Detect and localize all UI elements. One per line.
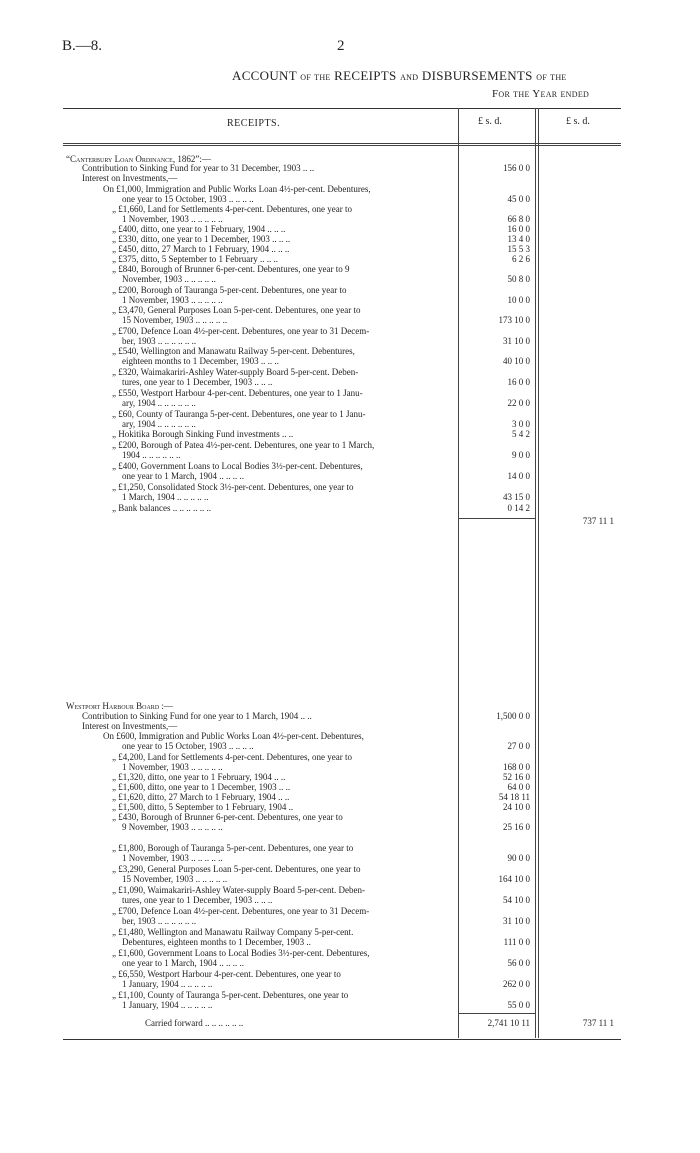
row-description: 1904 .. .. .. .. .. .. [122, 450, 181, 460]
row-description: „ Bank balances .. .. .. .. .. .. [112, 503, 211, 513]
row-amount: 1,500 0 0 [496, 711, 530, 721]
page-title [232, 68, 567, 84]
row-description: „ £430, Borough of Brunner 6-per-cent. Debentures, one year to [112, 812, 343, 822]
title-word-and: and [400, 71, 419, 83]
row-description: ary, 1904 .. .. .. .. .. .. [122, 398, 196, 408]
row-description: „ £400, ditto, one year to 1 February, 1904 .. .. .. [112, 224, 286, 234]
subtitle-part-a: For the [492, 88, 530, 100]
row-description: one year to 15 October, 1903 .. .. .. .. [122, 194, 254, 204]
row-amount: 66 8 0 [507, 214, 530, 224]
row-description: „ £3,290, General Purposes Loan 5-per-cent. Debentures, one year to [112, 864, 361, 874]
row-amount: 50 8 0 [507, 274, 530, 284]
row-amount: 31 10 0 [503, 336, 530, 346]
row-description: „ £550, Westport Harbour 4-per-cent. Debentures, one year to 1 Janu- [112, 388, 363, 398]
row-amount: 111 0 0 [503, 937, 530, 947]
row-description: „ £6,550, Westport Harbour 4-per-cent. Debentures, one year to [112, 969, 341, 979]
row-description: „ £1,090, Waimakariri-Ashley Water-supply Board 5-per-cent. Deben- [112, 885, 366, 895]
row-description: Interest on Investments,— [82, 173, 178, 183]
row-description: „ £700, Defence Loan 4½-per-cent. Debentures, one year to 31 Decem- [112, 906, 370, 916]
row-description: 1 January, 1904 .. .. .. .. .. [122, 979, 213, 989]
row-amount: 14 0 0 [507, 471, 530, 481]
row-description: „ £1,600, Government Loans to Local Bodies 3½-per-cent. Debentures, [112, 948, 370, 958]
row-description: „ £1,620, ditto, 27 March to 1 February, 1904 .. .. [112, 792, 290, 802]
row-description: „ £1,660, Land for Settlements 4-per-cent. Debentures, one year to [112, 204, 352, 214]
row-amount: 27 0 0 [507, 741, 530, 751]
row-description: ary, 1904 .. .. .. .. .. .. [122, 419, 196, 429]
header-rule [63, 143, 621, 144]
row-description: „ £1,320, ditto, one year to 1 February, 1904 .. .. [112, 772, 286, 782]
row-amount: 5 4 2 [512, 429, 530, 439]
subtitle-part-b: Year ended [532, 88, 590, 100]
row-amount: 55 0 0 [507, 1000, 530, 1010]
row-amount: 164 10 0 [498, 874, 530, 884]
row-amount: 16 0 0 [507, 377, 530, 387]
row-amount: 56 0 0 [507, 958, 530, 968]
row-description: 1 November, 1903 .. .. .. .. .. [122, 295, 223, 305]
row-description: „ £1,250, Consolidated Stock 3½-per-cent. Debentures, one year to [112, 482, 354, 492]
row-amount: 54 10 0 [503, 895, 530, 905]
amount-column-header-2: £ s. d. [566, 116, 590, 127]
row-amount: 3 0 0 [512, 419, 530, 429]
row-amount: 15 5 3 [507, 244, 530, 254]
row-description: „ £1,500, ditto, 5 September to 1 February, 1904 .. [112, 802, 294, 812]
row-amount: 156 0 0 [503, 163, 530, 173]
row-amount: 10 0 0 [507, 295, 530, 305]
row-description: 1 March, 1904 .. .. .. .. .. [122, 492, 209, 502]
carried-forward-label: Carried forward .. .. .. .. .. .. [145, 1018, 244, 1028]
amount-column-header-1: £ s. d. [478, 116, 502, 127]
row-description: 15 November, 1903 .. .. .. .. .. [122, 315, 228, 325]
row-amount: 31 10 0 [503, 916, 530, 926]
row-description: „ £200, Borough of Tauranga 5-per-cent. Debentures, one year to [112, 285, 347, 295]
column-divider-2b [538, 108, 539, 1038]
column-divider-2 [535, 108, 536, 1038]
row-description: eighteen months to 1 December, 1903 .. .. .. [122, 356, 279, 366]
row-description: Contribution to Sinking Fund for one year to 1 March, 1904 .. .. [82, 711, 312, 721]
title-word-of-2: of the [536, 71, 567, 83]
page-number: 2 [337, 38, 345, 54]
row-amount: 16 0 0 [507, 224, 530, 234]
subtotal-rule-2 [458, 1013, 535, 1014]
row-description: „ £1,800, Borough of Tauranga 5-per-cent. Debentures, one year to [112, 843, 354, 853]
row-description: „ £375, ditto, 5 September to 1 February .. .. .. [112, 254, 278, 264]
row-description: ber, 1903 .. .. .. .. .. .. [122, 916, 197, 926]
row-description: Interest on Investments,— [82, 721, 178, 731]
row-amount: 40 10 0 [503, 356, 530, 366]
carried-forward-total: 737 11 1 [582, 1018, 614, 1028]
section-total-canterbury: 737 11 1 [582, 516, 614, 526]
row-description: ber, 1903 .. .. .. .. .. .. [122, 336, 197, 346]
section-heading-canterbury: “Canterbury Loan Ordinance, 1862”:— [66, 154, 211, 164]
row-description: November, 1903 .. .. .. .. .. [122, 274, 216, 284]
row-description: tures, one year to 1 December, 1903 .. .. .. [122, 895, 273, 905]
receipts-column-header: RECEIPTS. [227, 118, 281, 129]
row-description: one year to 15 October, 1903 .. .. .. .. [122, 741, 254, 751]
row-amount: 9 0 0 [512, 450, 530, 460]
row-description: tures, one year to 1 December, 1903 .. .. .. [122, 377, 273, 387]
row-amount: 173 10 0 [498, 315, 530, 325]
row-description: „ Hokitika Borough Sinking Fund investments .. .. [112, 429, 294, 439]
section-heading-westport: Westport Harbour Board :— [66, 701, 173, 711]
row-amount: 64 0 0 [507, 782, 530, 792]
row-description: 1 November, 1903 .. .. .. .. .. [122, 762, 223, 772]
row-amount: 168 0 0 [503, 762, 530, 772]
row-amount: 22 0 0 [507, 398, 530, 408]
row-amount: 24 10 0 [503, 802, 530, 812]
row-description: „ £700, Defence Loan 4½-per-cent. Debentures, one year to 31 Decem- [112, 326, 370, 336]
title-word-disbursements: DISBURSEMENTS [421, 68, 533, 83]
row-description: „ £540, Wellington and Manawatu Railway 5-per-cent. Debentures, [112, 346, 355, 356]
row-description: „ £320, Waimakariri-Ashley Water-supply Board 5-per-cent. Deben- [112, 367, 359, 377]
row-amount: 13 4 0 [507, 234, 530, 244]
row-description: „ £3,470, General Purposes Loan 5-per-cent. Debentures, one year to [112, 305, 361, 315]
row-amount: 54 18 11 [498, 792, 530, 802]
row-description: 9 November, 1903 .. .. .. .. .. [122, 822, 223, 832]
row-description: one year to 1 March, 1904 .. .. .. .. [122, 958, 244, 968]
row-description: On £600, Immigration and Public Works Loan 4½-per-cent. Debentures, [103, 731, 364, 741]
row-description: 15 November, 1903 .. .. .. .. .. [122, 874, 228, 884]
header-rule-2 [63, 145, 621, 146]
row-description: „ £4,200, Land for Settlements 4-per-cent. Debentures, one year to [112, 752, 352, 762]
carried-forward-amount: 2,741 10 11 [487, 1018, 530, 1028]
row-description: 1 January, 1904 .. .. .. .. .. [122, 1000, 213, 1010]
row-description: „ £1,600, ditto, one year to 1 December, 1903 .. .. [112, 782, 291, 792]
row-amount: 6 2 6 [512, 254, 530, 264]
row-description: „ £200, Borough of Patea 4½-per-cent. Debentures, one year to 1 March, [112, 440, 375, 450]
row-description: „ £330, ditto, one year to 1 December, 1903 .. .. .. [112, 234, 291, 244]
row-amount: 45 0 0 [507, 194, 530, 204]
row-amount: 0 14 2 [507, 503, 530, 513]
row-amount: 262 0 0 [503, 979, 530, 989]
row-description: „ £1,100, County of Tauranga 5-per-cent. Debentures, one year to [112, 990, 349, 1000]
row-description: „ £1,480, Wellington and Manawatu Railway Company 5-per-cent. [112, 927, 354, 937]
row-description: Contribution to Sinking Fund for year to 31 December, 1903 .. .. [82, 163, 315, 173]
document-code: B.—8. [62, 38, 103, 54]
title-word-receipts: RECEIPTS [334, 68, 397, 83]
row-description: Debentures, eighteen months to 1 December, 1903 .. [122, 937, 311, 947]
row-amount: 25 16 0 [503, 822, 530, 832]
row-description: one year to 1 March, 1904 .. .. .. .. [122, 471, 244, 481]
subtotal-rule-1 [458, 518, 535, 519]
row-description: „ £840, Borough of Brunner 6-per-cent. Debentures, one year to 9 [112, 264, 350, 274]
row-description: „ £400, Government Loans to Local Bodies 3½-per-cent. Debentures, [112, 461, 363, 471]
row-description: 1 November, 1903 .. .. .. .. .. [122, 853, 223, 863]
row-amount: 43 15 0 [503, 492, 530, 502]
title-word-account: ACCOUNT [232, 68, 297, 83]
row-description: 1 November, 1903 .. .. .. .. .. [122, 214, 223, 224]
title-word-of: of the [300, 71, 331, 83]
row-amount: 90 0 0 [507, 853, 530, 863]
row-description: „ £450, ditto, 27 March to 1 February, 1904 .. .. .. [112, 244, 290, 254]
page-subtitle [492, 88, 589, 100]
row-amount: 52 16 0 [503, 772, 530, 782]
row-description: „ £60, County of Tauranga 5-per-cent. Debentures, one year to 1 Janu- [112, 409, 366, 419]
row-description: On £1,000, Immigration and Public Works Loan 4½-per-cent. Debentures, [103, 184, 371, 194]
